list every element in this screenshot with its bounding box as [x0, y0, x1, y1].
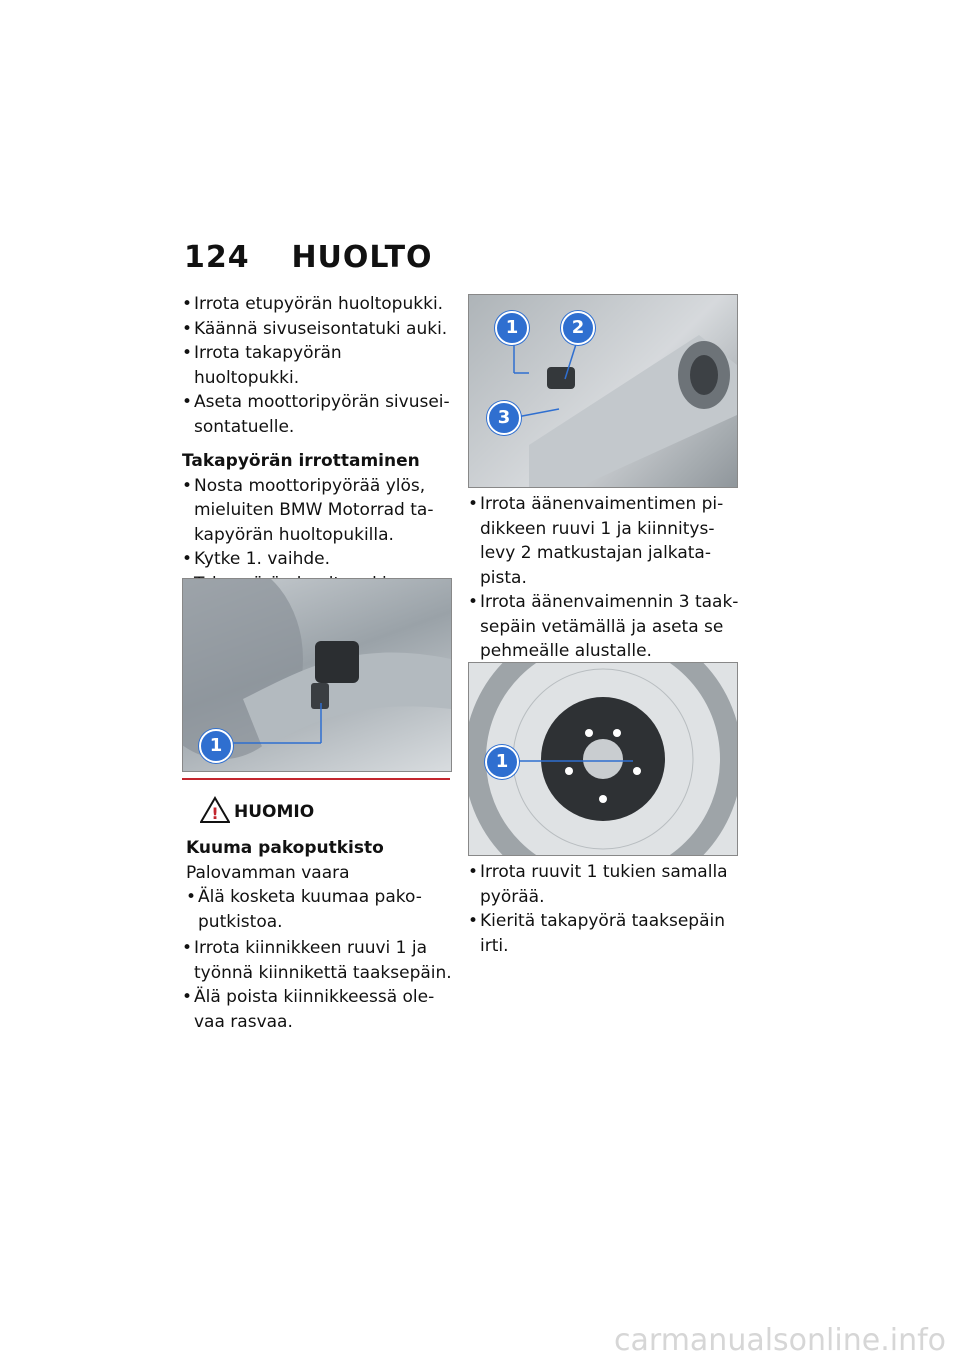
warning-subtitle: Palovamman vaara [186, 862, 350, 883]
bullet-item: • Irrota kiinnikkeen ruuvi 1 ja työnnä kiinnikettä taaksepäin. [182, 936, 452, 985]
left-column-bottom [182, 936, 452, 1034]
bullet-item: • Nosta moottoripyörää ylös, mieluiten BMW Motorrad ta-kapyörän huoltopukilla. [182, 474, 452, 548]
warning-title: Kuuma pakoputkisto [186, 838, 384, 858]
bullet-item: • Aseta moottoripyörän sivusei-sontatuelle. [182, 390, 452, 439]
left-column-top [182, 292, 452, 621]
warning-label: HUOMIO [234, 802, 315, 822]
page-header [184, 240, 433, 275]
warning-bullet: • Älä kosketa kuumaa pako-putkistoa. [186, 885, 452, 934]
callout-1: 1 [199, 729, 233, 763]
silencer-figure [468, 294, 738, 488]
warning-box [186, 836, 452, 934]
bullet-item: • Käännä sivuseisontatuki auki. [182, 317, 452, 342]
wheel-figure [468, 662, 738, 856]
bullet-item: • Irrota ruuvit 1 tukien samalla pyörää. [468, 860, 742, 909]
callout-1: 1 [485, 745, 519, 779]
bullet-item: • Älä poista kiinnikkeessä ole-vaa rasvaa. [182, 985, 452, 1034]
subheading: Takapyörän irrottaminen [182, 451, 420, 471]
page-number: 124 [184, 240, 250, 275]
callout-2: 2 [561, 311, 595, 345]
watermark: carmanualsonline.info [614, 1323, 946, 1358]
bullet-item: • Kieritä takapyörä taaksepäin irti. [468, 909, 742, 958]
warning-icon [200, 796, 230, 828]
bullet-item: • Irrota äänenvaimennin 3 taak-sepäin vetämällä ja aseta se pehmeälle alustalle. [468, 590, 742, 664]
exhaust-clamp-figure [182, 578, 452, 772]
warning-rule [182, 778, 450, 780]
bullet-item: • Kytke 1. vaihde. [182, 547, 452, 572]
section-title: HUOLTO [291, 240, 433, 275]
callout-1: 1 [495, 311, 529, 345]
bullet-item: • Irrota takapyörän huoltopukki. [182, 341, 452, 390]
callout-3: 3 [487, 401, 521, 435]
bullet-item: • Irrota etupyörän huoltopukki. [182, 292, 452, 317]
svg-text:!: ! [211, 804, 219, 823]
right-column-top [468, 492, 742, 664]
bullet-item: • Irrota äänenvaimentimen pi-dikkeen ruuvi 1 ja kiinnitys-levy 2 matkustajan jalkata-pista. [468, 492, 742, 590]
right-column-bottom [468, 860, 742, 958]
